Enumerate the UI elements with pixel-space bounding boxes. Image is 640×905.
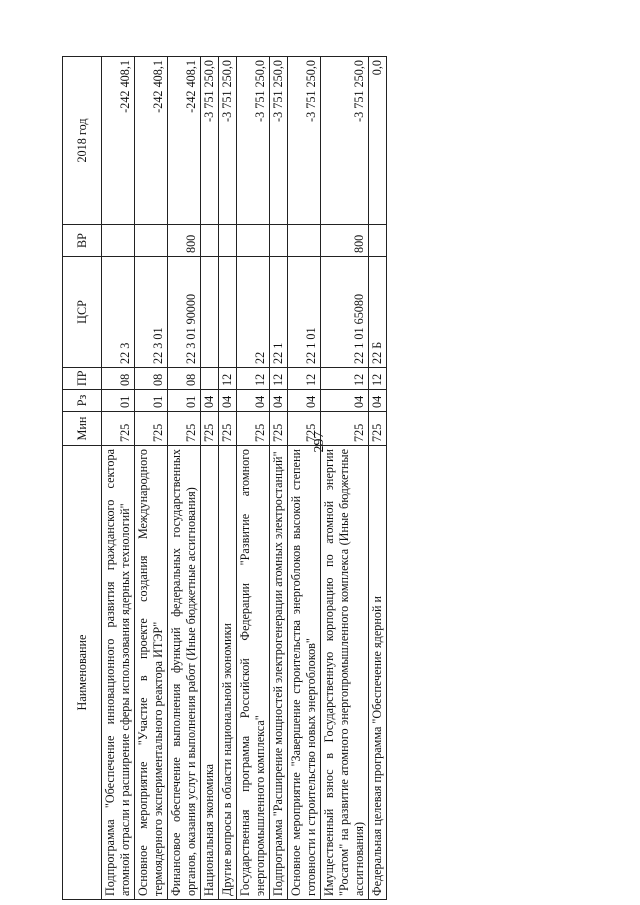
row-rz: 01 — [102, 390, 135, 412]
row-pr: 08 — [102, 368, 135, 390]
row-name: Основное мероприятие "Участие в проекте создания Международного термоядерного экспериментального реактора ИТЭР" — [135, 446, 168, 900]
row-name: Национальная экономика — [201, 446, 219, 900]
row-min: 725 — [270, 412, 288, 446]
row-pr: 12 — [219, 368, 237, 390]
row-pr: 12 — [369, 368, 387, 390]
row-rz: 01 — [168, 390, 201, 412]
header-year: 2018 год — [63, 57, 102, 225]
row-amount: -3 751 250,0 — [201, 57, 219, 225]
row-vr — [135, 225, 168, 257]
table-header-row — [63, 57, 102, 900]
row-min: 725 — [288, 412, 321, 446]
row-vr — [201, 225, 219, 257]
row-csr: 22 1 01 65080 — [321, 257, 369, 368]
row-pr: 08 — [168, 368, 201, 390]
row-min: 725 — [168, 412, 201, 446]
row-csr — [201, 257, 219, 368]
row-name: Финансовое обеспечение выполнения функций федеральных государственных органов, оказания услуг и выполнения работ (Иные бюджетные ассигнования) — [168, 446, 201, 900]
row-csr: 22 3 01 90000 — [168, 257, 201, 368]
row-min: 725 — [369, 412, 387, 446]
table-row — [201, 57, 219, 900]
header-min: Мин — [63, 412, 102, 446]
row-vr — [369, 225, 387, 257]
table-row — [321, 57, 369, 900]
row-vr — [270, 225, 288, 257]
row-amount: -3 751 250,0 — [288, 57, 321, 225]
row-rz: 01 — [135, 390, 168, 412]
table-row — [219, 57, 237, 900]
row-name: Основное мероприятие "Завершение строительства энергоблоков высокой степени готовности и строительство новых энергоблоков" — [288, 446, 321, 900]
row-rz: 04 — [201, 390, 219, 412]
header-csr: ЦСР — [63, 257, 102, 368]
row-rz: 04 — [219, 390, 237, 412]
row-vr — [102, 225, 135, 257]
row-pr: 12 — [288, 368, 321, 390]
page-number: 297 — [312, 431, 327, 453]
row-rz: 04 — [270, 390, 288, 412]
row-amount: -242 408,1 — [168, 57, 201, 225]
budget-table — [62, 56, 387, 900]
header-rz: Рз — [63, 390, 102, 412]
row-pr — [201, 368, 219, 390]
row-name: Федеральная целевая программа "Обеспечение ядерной и — [369, 446, 387, 900]
row-name: Подпрограмма "Расширение мощностей электрогенерации атомных электростанций" — [270, 446, 288, 900]
row-min: 725 — [135, 412, 168, 446]
row-min: 725 — [219, 412, 237, 446]
row-csr: 22 Б — [369, 257, 387, 368]
row-amount: -3 751 250,0 — [270, 57, 288, 225]
header-vr: ВР — [63, 225, 102, 257]
row-min: 725 — [102, 412, 135, 446]
row-min: 725 — [237, 412, 270, 446]
row-rz: 04 — [288, 390, 321, 412]
row-csr: 22 — [237, 257, 270, 368]
row-amount: -3 751 250,0 — [237, 57, 270, 225]
row-csr — [219, 257, 237, 368]
row-amount: -242 408,1 — [135, 57, 168, 225]
row-vr — [237, 225, 270, 257]
row-rz: 04 — [369, 390, 387, 412]
table-row — [168, 57, 201, 900]
row-pr: 12 — [321, 368, 369, 390]
row-amount: 0,0 — [369, 57, 387, 225]
row-pr: 12 — [237, 368, 270, 390]
row-pr: 12 — [270, 368, 288, 390]
rotated-table-container — [62, 57, 574, 900]
row-name: Государственная программа Российской Федерации "Развитие атомного энергопромышленного комплекса" — [237, 446, 270, 900]
row-amount: -242 408,1 — [102, 57, 135, 225]
row-csr: 22 3 — [102, 257, 135, 368]
row-amount: -3 751 250,0 — [219, 57, 237, 225]
table-row — [270, 57, 288, 900]
row-vr — [219, 225, 237, 257]
row-csr: 22 3 01 — [135, 257, 168, 368]
row-name: Подпрограмма "Обеспечение инновационного развития гражданского сектора атомной отрасли и расширение сферы использования ядерных технологий" — [102, 446, 135, 900]
table-row — [102, 57, 135, 900]
row-vr: 800 — [168, 225, 201, 257]
row-name: Имущественный взнос в Государственную корпорацию по атомной энергии "Росатом" на развитие атомного энергопромышленного комплекса (Иные бюджетные ассигнования) — [321, 446, 369, 900]
row-rz: 04 — [237, 390, 270, 412]
row-csr: 22 1 — [270, 257, 288, 368]
table-row — [369, 57, 387, 900]
row-amount: -3 751 250,0 — [321, 57, 369, 225]
table-row — [288, 57, 321, 900]
row-vr — [288, 225, 321, 257]
row-rz: 04 — [321, 390, 369, 412]
row-min: 725 — [201, 412, 219, 446]
row-csr: 22 1 01 — [288, 257, 321, 368]
row-min: 725 — [321, 412, 369, 446]
row-name: Другие вопросы в области национальной экономики — [219, 446, 237, 900]
table-row — [237, 57, 270, 900]
header-name: Наименование — [63, 446, 102, 900]
row-pr: 08 — [135, 368, 168, 390]
row-vr: 800 — [321, 225, 369, 257]
header-pr: ПР — [63, 368, 102, 390]
table-row — [135, 57, 168, 900]
